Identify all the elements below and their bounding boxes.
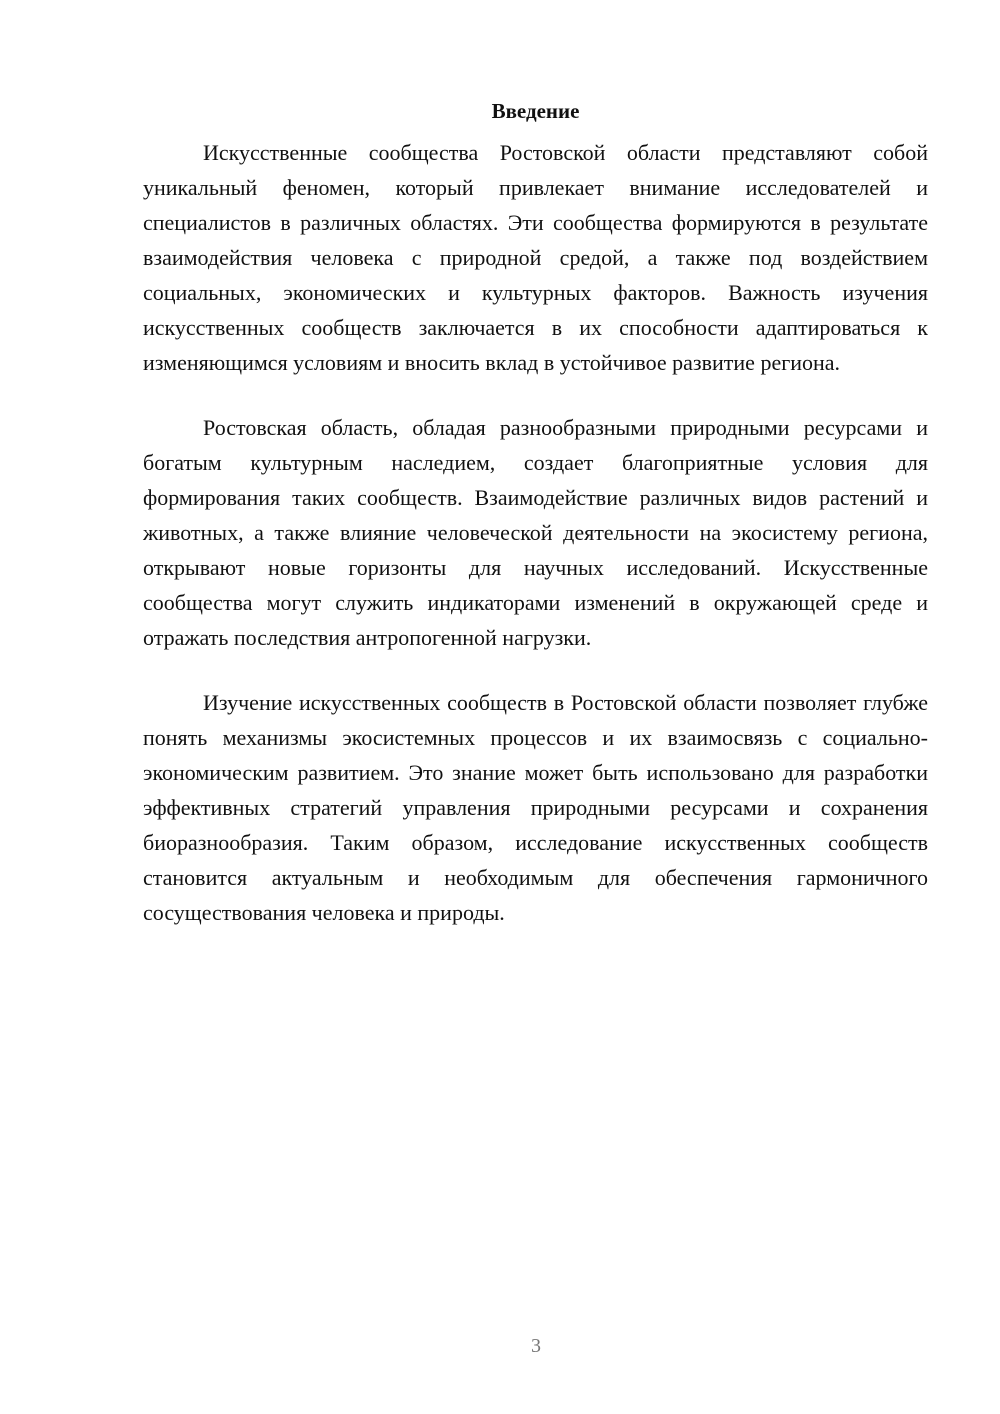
paragraph-3: Изучение искусственных сообществ в Ростовской области позволяет глубже понять механизмы экосистемных процессов и их взаимосвязь с социально-экономическим развитием. Это знание может быть использовано для разработки эффективных стратегий управления природными ресурсами и сохранения биоразнообразия. Таким образом, исследование искусственных сообществ становится актуальным и необходимым для обеспечения гармоничного сосуществования человека и природы. (143, 690, 928, 925)
paragraph-2: Ростовская область, обладая разнообразными природными ресурсами и богатым культурным наследием, создает благоприятные условия для формирования таких сообществ. Взаимодействие различных видов растений и животных, а также влияние человеческой деятельности на экосистему региона, открывают новые горизонты для научных исследований. Искусственные сообщества могут служить индикаторами изменений в окружающей среде и отражать последствия антропогенной нагрузки. (143, 415, 928, 650)
page-number: 3 (531, 1335, 541, 1357)
section-heading: Введение (491, 99, 580, 123)
page-content (143, 96, 928, 930)
paragraph-1: Искусственные сообщества Ростовской области представляют собой уникальный феномен, который привлекает внимание исследователей и специалистов в различных областях. Эти сообщества формируются в результате взаимодействия человека с природной средой, а также под воздействием социальных, экономических и культурных факторов. Важность изучения искусственных сообществ заключается в их способности адаптироваться к изменяющимся условиям и вносить вклад в устойчивое развитие региона. (143, 140, 928, 375)
